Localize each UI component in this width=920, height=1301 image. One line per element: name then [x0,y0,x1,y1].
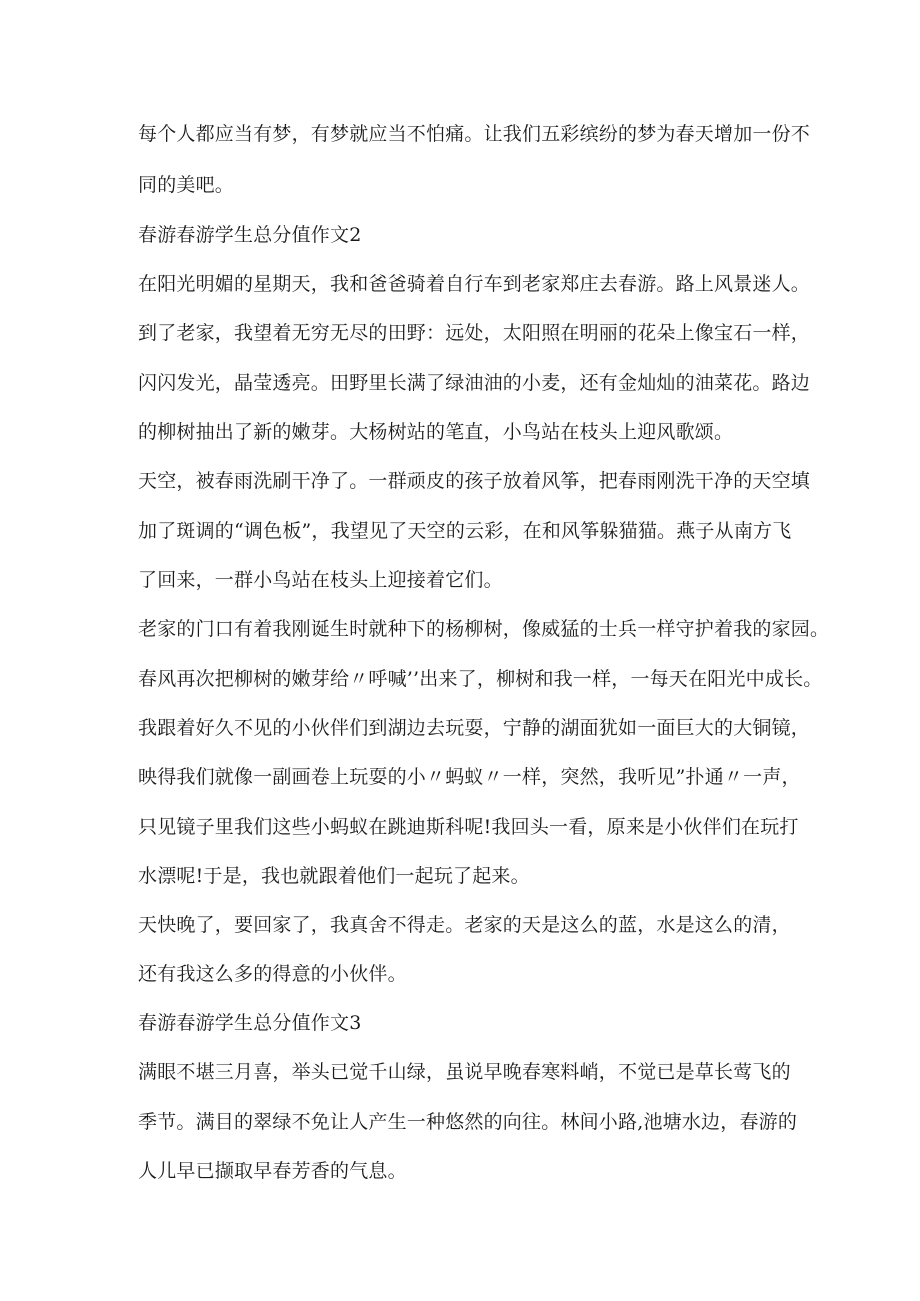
paragraph-line: 天快晚了，要回家了，我真舍不得走。老家的天是这么的蓝，水是这么的清， [138,914,791,936]
paragraph-line: 闪闪发光，晶莹透亮。田野里长满了绿油油的小麦，还有金灿灿的油菜花。路边 [138,372,811,394]
paragraph-line: 加了斑调的“调色板”，我望见了天空的云彩，在和风筝躲猫猫。燕子从南方飞 [138,520,792,542]
paragraph-line: 只见镜子里我们这些小蚂蚁在跳迪斯科呢!我回头一看，原来是小伙伴们在玩打 [138,816,799,838]
paragraph-line: 映得我们就像一副画卷上玩耍的小〃蚂蚁〃一样，突然，我听见”扑通〃一声， [138,766,801,788]
paragraph-line: 的柳树抽出了新的嫩芽。大杨树站的笔直，小鸟站在枝头上迎风歌颂。 [138,421,734,443]
section-heading-2: 春游春游学生总分值作文2 [138,224,362,246]
paragraph-line: 人儿早已撷取早春芳香的气息。 [138,1160,407,1182]
paragraph-line: 到了老家，我望着无穷无尽的田野：远处，太阳照在明丽的花朵上像宝石一样， [138,322,811,344]
paragraph-line: 满眼不堪三月喜，举头已觉千山绿，虽说早晚春寒料峭，不觉已是草长莺飞的 [138,1061,791,1083]
paragraph-line: 天空，被春雨洗刷干净了。一群顽皮的孩子放着风筝，把春雨刚洗干净的天空填 [138,470,811,492]
paragraph-line: 同的美吧。 [138,174,235,196]
paragraph-line: 在阳光明媚的星期天，我和爸爸骑着自行车到老家郑庄去春游。路上风景迷人。 [138,273,811,295]
paragraph-line: 季节。满目的翠绿不免让人产生一种悠然的向往。林间小路,池塘水边，春游的 [138,1111,798,1133]
paragraph-line: 还有我这么多的得意的小伙伴。 [138,963,407,985]
paragraph-line: 水漂呢!于是，我也就跟着他们一起玩了起来。 [138,865,530,887]
paragraph-line: 了回来，一群小鸟站在枝头上迎接着它们。 [138,569,503,591]
paragraph-line: 我跟着好久不见的小伙伴们到湖边去玩耍，宁静的湖面犹如一面巨大的大铜镜， [138,717,811,739]
paragraph-line: 老家的门口有着我刚诞生时就种下的杨柳树，像威猛的士兵一样守护着我的家园。 [138,618,830,640]
paragraph-line: 春风再次把柳树的嫩芽给〃呼喊’’出来了，柳树和我一样，一每天在阳光中成长。 [138,668,823,690]
section-heading-3: 春游春游学生总分值作文3 [138,1012,362,1034]
paragraph-line: 每个人都应当有梦，有梦就应当不怕痛。让我们五彩缤纷的梦为春天增加一份不 [138,123,811,145]
